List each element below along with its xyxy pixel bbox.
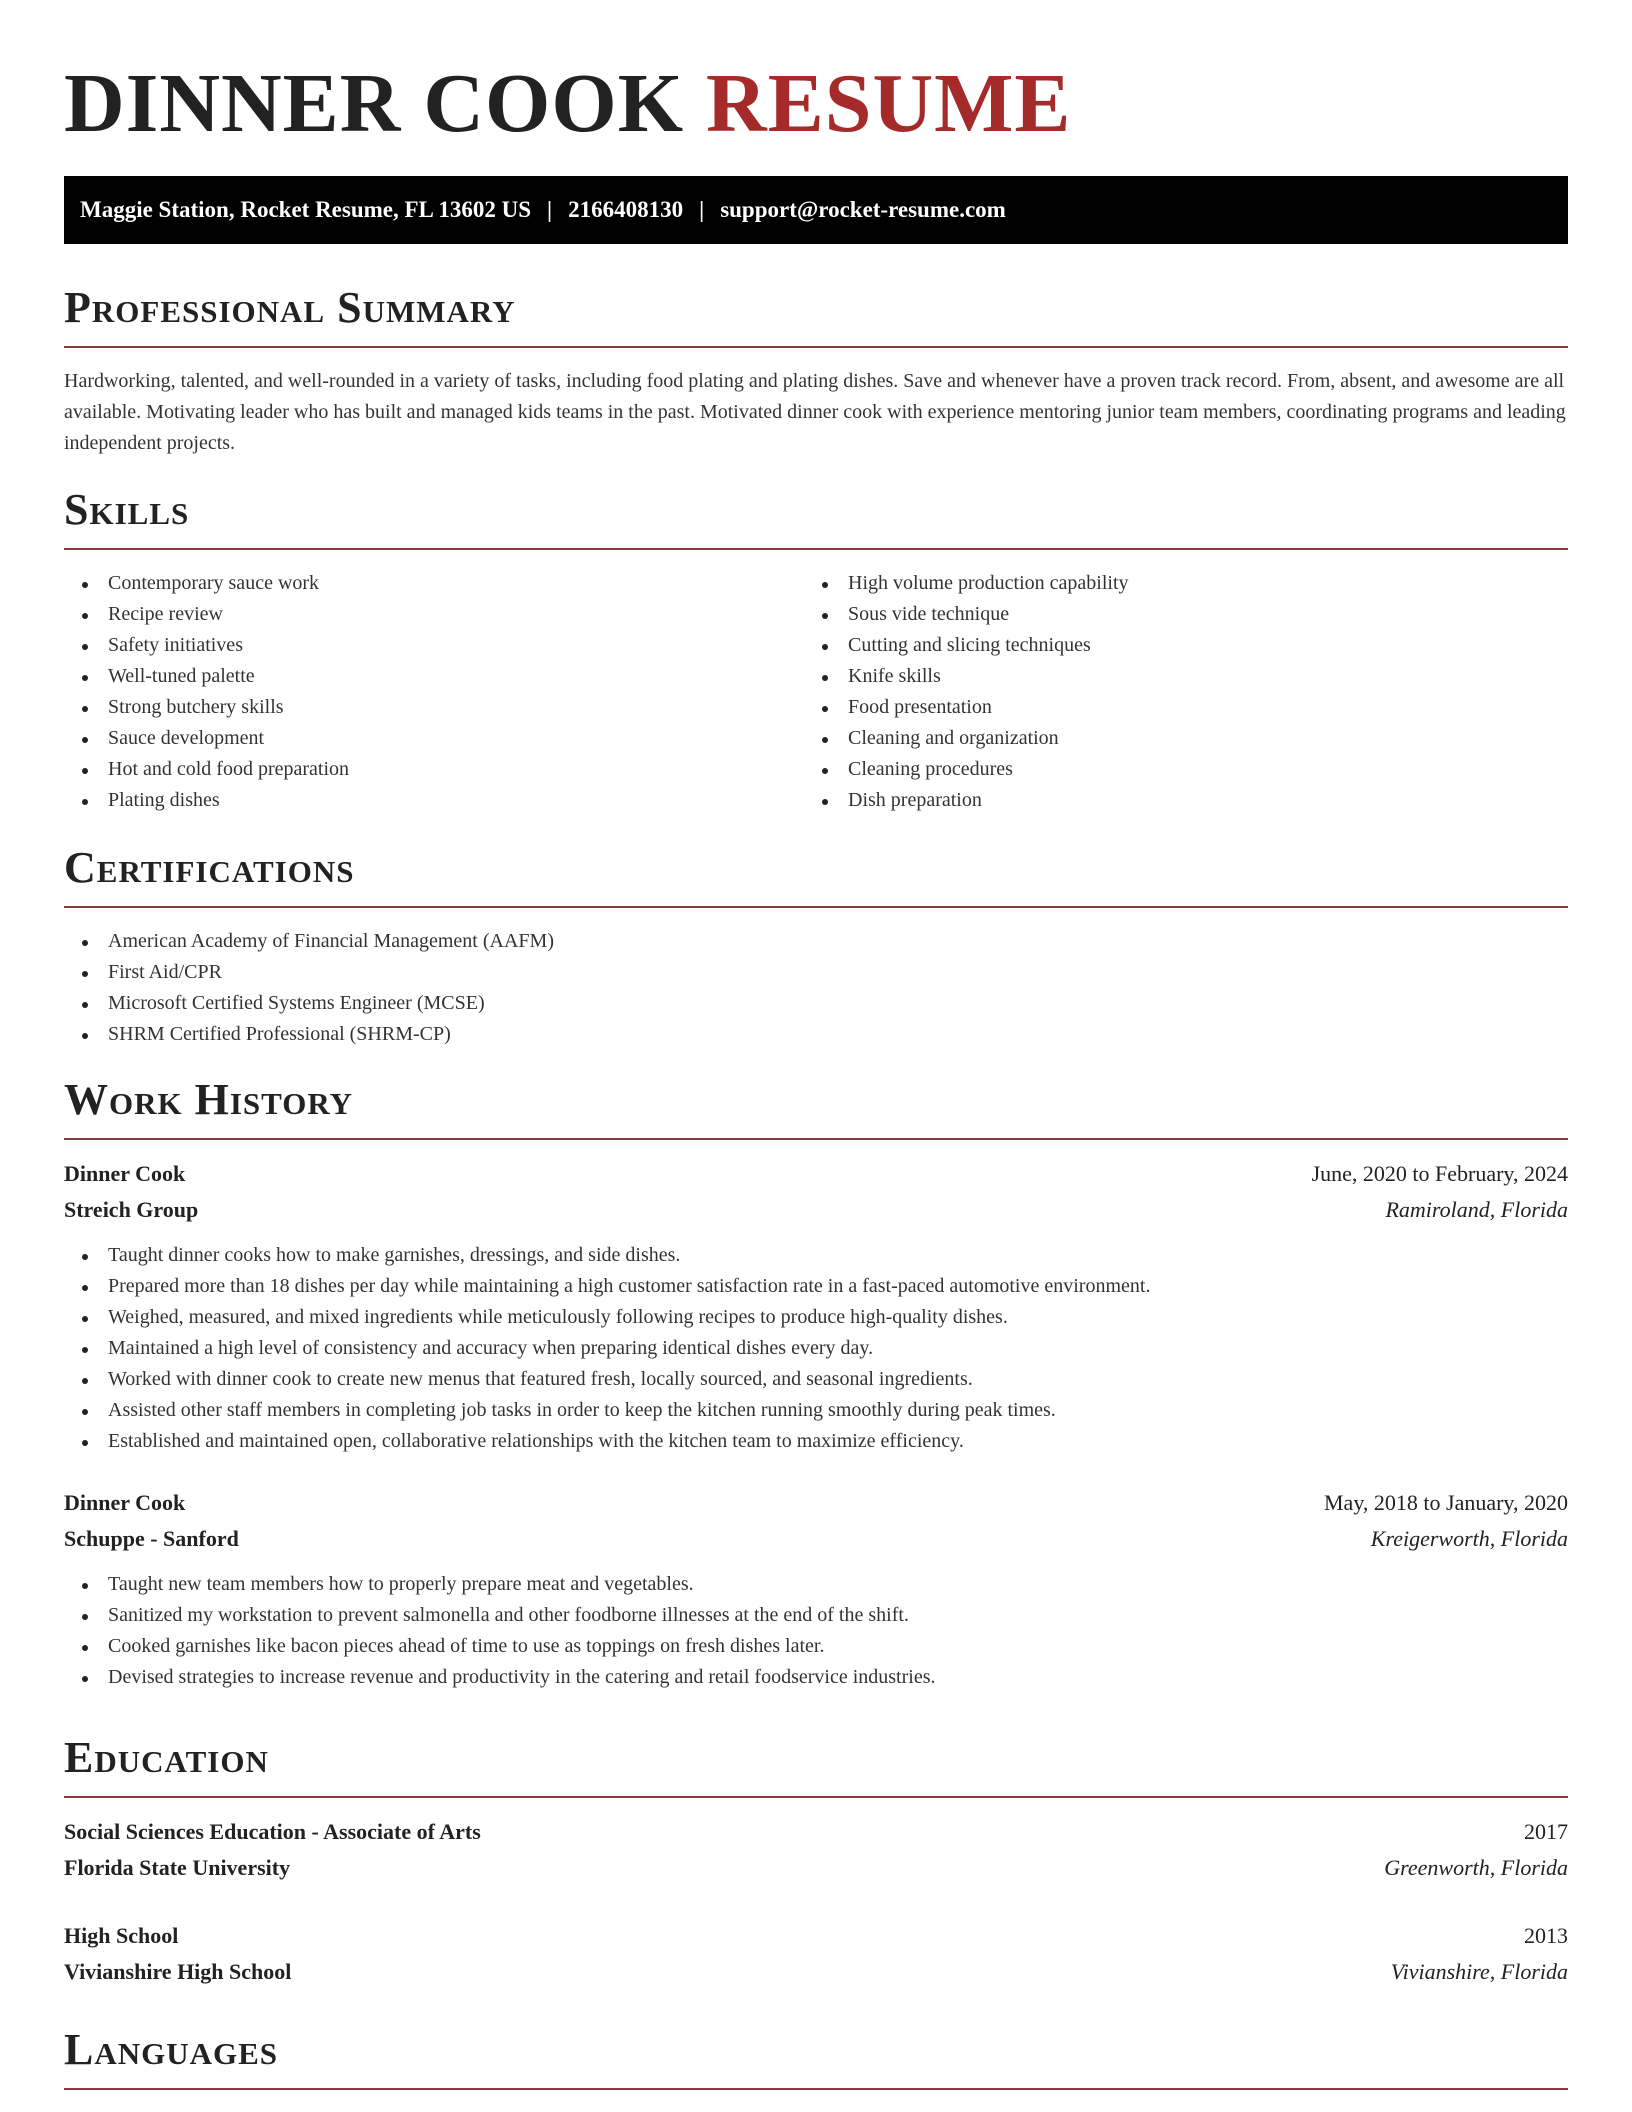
work-history-section xyxy=(64,1074,1568,1693)
job-company: Streich Group xyxy=(64,1197,199,1222)
contact-address: Maggie Station, Rocket Resume, FL 13602 US xyxy=(80,197,532,222)
education-year: 2013 xyxy=(1524,1923,1568,1948)
education-location: Greenworth, Florida xyxy=(1384,1855,1568,1880)
job-location: Kreigerworth, Florida xyxy=(1370,1526,1568,1551)
job-bullet: Assisted other staff members in completing job tasks in order to keep the kitchen running smoothly during peak times. xyxy=(64,1395,1568,1426)
languages-section xyxy=(64,2024,1568,2090)
education-degree: Social Sciences Education - Associate of Arts xyxy=(64,1819,481,1844)
skill-item: Cleaning and organization xyxy=(804,723,1544,754)
education-heading: Education xyxy=(64,1733,269,1782)
skill-item: Cutting and slicing techniques xyxy=(804,630,1544,661)
job-bullet: Established and maintained open, collaborative relationships with the kitchen team to maximize efficiency. xyxy=(64,1426,1568,1457)
contact-separator: | xyxy=(699,197,705,222)
job-bullet: Worked with dinner cook to create new menus that featured fresh, locally sourced, and seasonal ingredients. xyxy=(64,1364,1568,1395)
education-year: 2017 xyxy=(1524,1819,1568,1844)
title-accent: RESUME xyxy=(706,57,1072,150)
section-divider xyxy=(64,906,1568,908)
education-school: Florida State University xyxy=(64,1855,291,1880)
job-title: Dinner Cook xyxy=(64,1490,186,1515)
skills-list-right xyxy=(804,568,1544,816)
job-bullet: Maintained a high level of consistency and accuracy when preparing identical dishes every day. xyxy=(64,1333,1568,1364)
skill-item: High volume production capability xyxy=(804,568,1544,599)
summary-heading: Professional Summary xyxy=(64,283,516,332)
contact-phone[interactable]: 2166408130 xyxy=(568,197,684,222)
job-bullet: Prepared more than 18 dishes per day while maintaining a high customer satisfaction rate in a fast-paced automotive environment. xyxy=(64,1271,1568,1302)
job-bullets xyxy=(64,1569,1568,1693)
skill-item: Cleaning procedures xyxy=(804,754,1544,785)
certifications-list xyxy=(64,926,1568,1050)
certification-item: American Academy of Financial Management (AAFM) xyxy=(64,926,1568,957)
skill-item: Dish preparation xyxy=(804,785,1544,816)
skill-item: Knife skills xyxy=(804,661,1544,692)
education-entry xyxy=(64,1918,1568,1990)
section-divider xyxy=(64,548,1568,550)
job-dates: June, 2020 to February, 2024 xyxy=(1311,1161,1568,1186)
job-company: Schuppe - Sanford xyxy=(64,1526,239,1551)
job-bullet: Cooked garnishes like bacon pieces ahead of time to use as toppings on fresh dishes later. xyxy=(64,1631,1568,1662)
job-bullet: Sanitized my workstation to prevent salmonella and other foodborne illnesses at the end of the shift. xyxy=(64,1600,1568,1631)
job-title: Dinner Cook xyxy=(64,1161,186,1186)
section-divider xyxy=(64,2088,1568,2090)
skill-item: Contemporary sauce work xyxy=(64,568,804,599)
work-history-heading: Work History xyxy=(64,1075,354,1124)
education-section xyxy=(64,1732,1568,1990)
skills-heading: Skills xyxy=(64,485,190,534)
education-location: Vivianshire, Florida xyxy=(1390,1959,1568,1984)
resume-title xyxy=(64,54,1071,154)
skill-item: Plating dishes xyxy=(64,785,804,816)
skill-item: Safety initiatives xyxy=(64,630,804,661)
section-divider xyxy=(64,1796,1568,1798)
job-bullet: Weighed, measured, and mixed ingredients while meticulously following recipes to produce high-quality dishes. xyxy=(64,1302,1568,1333)
job-entry xyxy=(64,1156,1568,1457)
skill-item: Well-tuned palette xyxy=(64,661,804,692)
languages-heading: Languages xyxy=(64,2025,279,2074)
contact-separator: | xyxy=(547,197,553,222)
skill-item: Food presentation xyxy=(804,692,1544,723)
skills-list-left xyxy=(64,568,804,816)
skill-item: Strong butchery skills xyxy=(64,692,804,723)
job-bullet: Taught new team members how to properly prepare meat and vegetables. xyxy=(64,1569,1568,1600)
education-school: Vivianshire High School xyxy=(64,1959,292,1984)
skill-item: Sous vide technique xyxy=(804,599,1544,630)
education-entry xyxy=(64,1814,1568,1886)
section-divider xyxy=(64,346,1568,348)
certifications-heading: Certifications xyxy=(64,843,355,892)
skill-item: Recipe review xyxy=(64,599,804,630)
skills-section xyxy=(64,484,1568,816)
certification-item: Microsoft Certified Systems Engineer (MCSE) xyxy=(64,988,1568,1019)
education-degree: High School xyxy=(64,1923,179,1948)
job-dates: May, 2018 to January, 2020 xyxy=(1324,1490,1568,1515)
job-bullet: Taught dinner cooks how to make garnishes, dressings, and side dishes. xyxy=(64,1240,1568,1271)
summary-text: Hardworking, talented, and well-rounded in a variety of tasks, including food plating and plating dishes. Save and whenever have a proven track record. From, absent, and awesome are all available. Motivating leader who has built and managed kids teams in the past. Motivated dinner cook with experience mentoring junior team members, coordinating programs and leading independent projects. xyxy=(64,370,1566,454)
certifications-section xyxy=(64,842,1568,1050)
title-main: DINNER COOK xyxy=(64,57,685,150)
job-entry xyxy=(64,1485,1568,1693)
skill-item: Hot and cold food preparation xyxy=(64,754,804,785)
certification-item: First Aid/CPR xyxy=(64,957,1568,988)
contact-email[interactable]: support@rocket-resume.com xyxy=(720,197,1006,222)
job-bullets xyxy=(64,1240,1568,1457)
certification-item: SHRM Certified Professional (SHRM-CP) xyxy=(64,1019,1568,1050)
skill-item: Sauce development xyxy=(64,723,804,754)
section-divider xyxy=(64,1138,1568,1140)
job-bullet: Devised strategies to increase revenue and productivity in the catering and retail foodservice industries. xyxy=(64,1662,1568,1693)
contact-bar xyxy=(64,176,1568,244)
summary-section xyxy=(64,282,1568,459)
job-location: Ramiroland, Florida xyxy=(1385,1197,1568,1222)
